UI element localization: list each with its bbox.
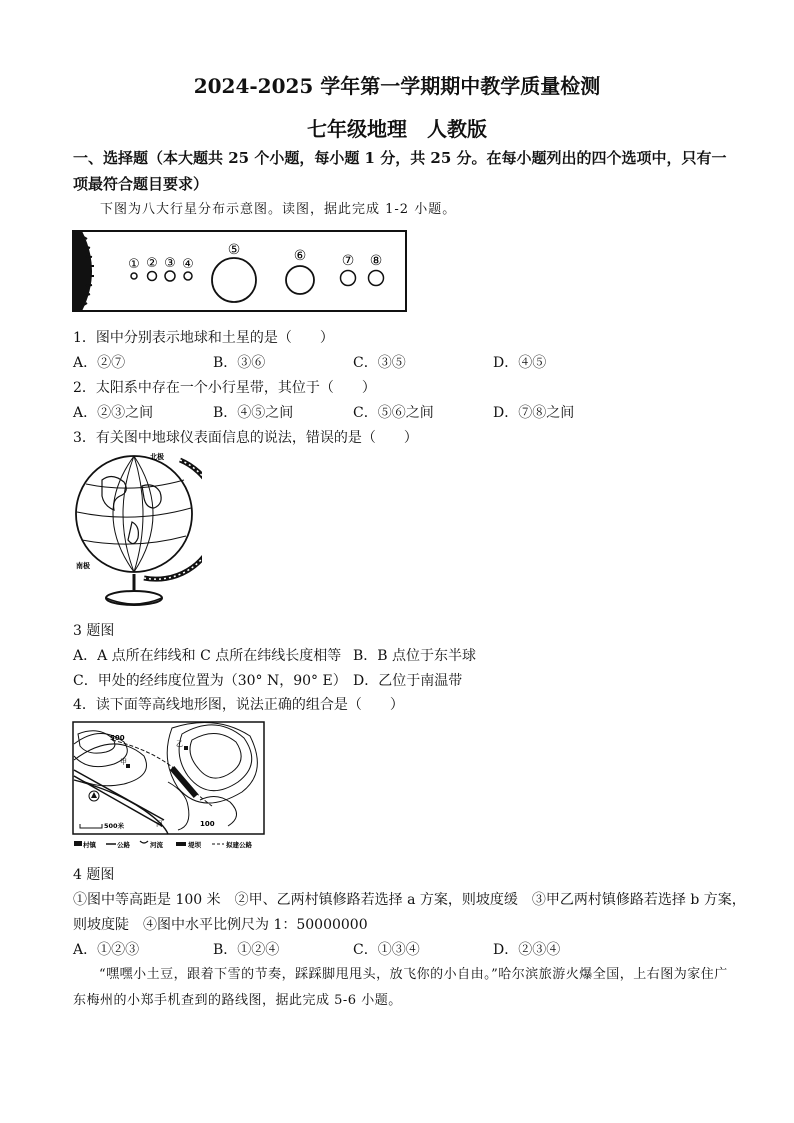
- planet-label: ⑧: [369, 253, 383, 269]
- legend-item: 河流: [150, 841, 163, 849]
- question-4-stem: 4．读下面等高线地形图，说法正确的组合是（ ）: [73, 697, 404, 713]
- globe-north-label: 北极: [150, 453, 164, 461]
- contour-label-100: 100: [200, 820, 215, 828]
- planet-label: ④: [182, 257, 194, 272]
- question-3-options-row1: [0, 645, 794, 667]
- question-4-statements-line2: 则坡度陡 ④图中水平比例尺为 1：50000000: [73, 917, 368, 933]
- option-b[interactable]: B．③⑥: [213, 355, 266, 371]
- option-d[interactable]: D．乙位于南温带: [353, 673, 463, 689]
- planet-label: ⑥: [293, 248, 307, 264]
- contour-label-500: 500: [110, 734, 125, 742]
- question-2-options: [0, 402, 794, 424]
- page-title: 2024-2025 学年第一学期期中教学质量检测: [193, 74, 601, 98]
- option-d[interactable]: D．⑦⑧之间: [493, 405, 575, 421]
- scale-label: 500米: [104, 822, 125, 830]
- planet-distribution-figure: [72, 228, 408, 316]
- question-4-figure-caption: 4 题图: [73, 867, 115, 883]
- option-d[interactable]: D．④⑤: [493, 355, 547, 371]
- question-3-options-row2: [0, 670, 794, 692]
- question-1-stem: 1．图中分别表示地球和土星的是（ ）: [73, 330, 334, 346]
- river-label: 河: [156, 820, 163, 828]
- option-a[interactable]: A．①②③: [73, 942, 140, 958]
- section-heading: 一、选择题（本大题共 25 个小题，每小题 1 分，共 25 分。在每小题列出的四个选项中，只有一项最符合题目要求）: [73, 149, 727, 193]
- option-a[interactable]: A．②⑦: [73, 355, 126, 371]
- option-a[interactable]: A．②③之间: [73, 405, 154, 421]
- question-4-statements-line1: ①图中等高距是 100 米 ②甲、乙两村镇修路若选择 a 方案，则坡度缓 ③甲乙两村镇修路若选择 b 方案，: [73, 892, 746, 908]
- question-3-figure-caption: 3 题图: [73, 623, 115, 639]
- planet-label: ③: [164, 256, 176, 271]
- option-b[interactable]: B．①②④: [213, 942, 280, 958]
- page-subtitle: 七年级地理 人教版: [307, 117, 487, 141]
- option-c[interactable]: C．甲处的经纬度位置为（30° N，90° E）: [73, 673, 347, 689]
- planet-label: ⑦: [341, 253, 355, 269]
- option-a[interactable]: A．A 点所在纬线和 C 点所在纬线长度相等: [73, 648, 342, 664]
- option-b[interactable]: B．④⑤之间: [213, 405, 294, 421]
- globe-figure: [72, 450, 202, 612]
- globe-south-label: 南极: [76, 562, 90, 570]
- question-4-options: [0, 939, 794, 961]
- village-label: 乙: [176, 740, 183, 748]
- intro-text: 下图为八大行星分布示意图。读图，据此完成 1-2 小题。: [100, 202, 457, 217]
- village-label: 甲: [120, 758, 127, 766]
- option-d[interactable]: D．②③④: [493, 942, 561, 958]
- option-c[interactable]: C．⑤⑥之间: [353, 405, 434, 421]
- planet-label: ⑤: [227, 242, 241, 258]
- question-2-stem: 2．太阳系中存在一个小行星带，其位于（ ）: [73, 380, 376, 396]
- legend-item: 村镇: [83, 841, 96, 849]
- legend-item: 公路: [117, 841, 130, 849]
- option-c[interactable]: C．①③④: [353, 942, 420, 958]
- passage-text: “嘿嘿小土豆，跟着下雪的节奏，踩踩脚甩甩头，放飞你的小自由。”哈尔滨旅游火爆全国，上右图为家住广东梅州的小郑手机查到的路线图，据此完成 5-6 小题。: [73, 967, 728, 1008]
- question-1-options: [0, 352, 794, 374]
- planet-label: ①: [128, 257, 140, 272]
- option-b[interactable]: B．B 点位于东半球: [353, 648, 477, 664]
- option-c[interactable]: C．③⑤: [353, 355, 406, 371]
- legend-item: 堤坝: [188, 841, 201, 849]
- question-3-stem: 3．有关图中地球仪表面信息的说法，错误的是（ ）: [73, 430, 418, 446]
- legend-item: 拟建公路: [226, 841, 252, 849]
- planet-label: ②: [146, 256, 158, 271]
- contour-map-figure: [72, 720, 266, 852]
